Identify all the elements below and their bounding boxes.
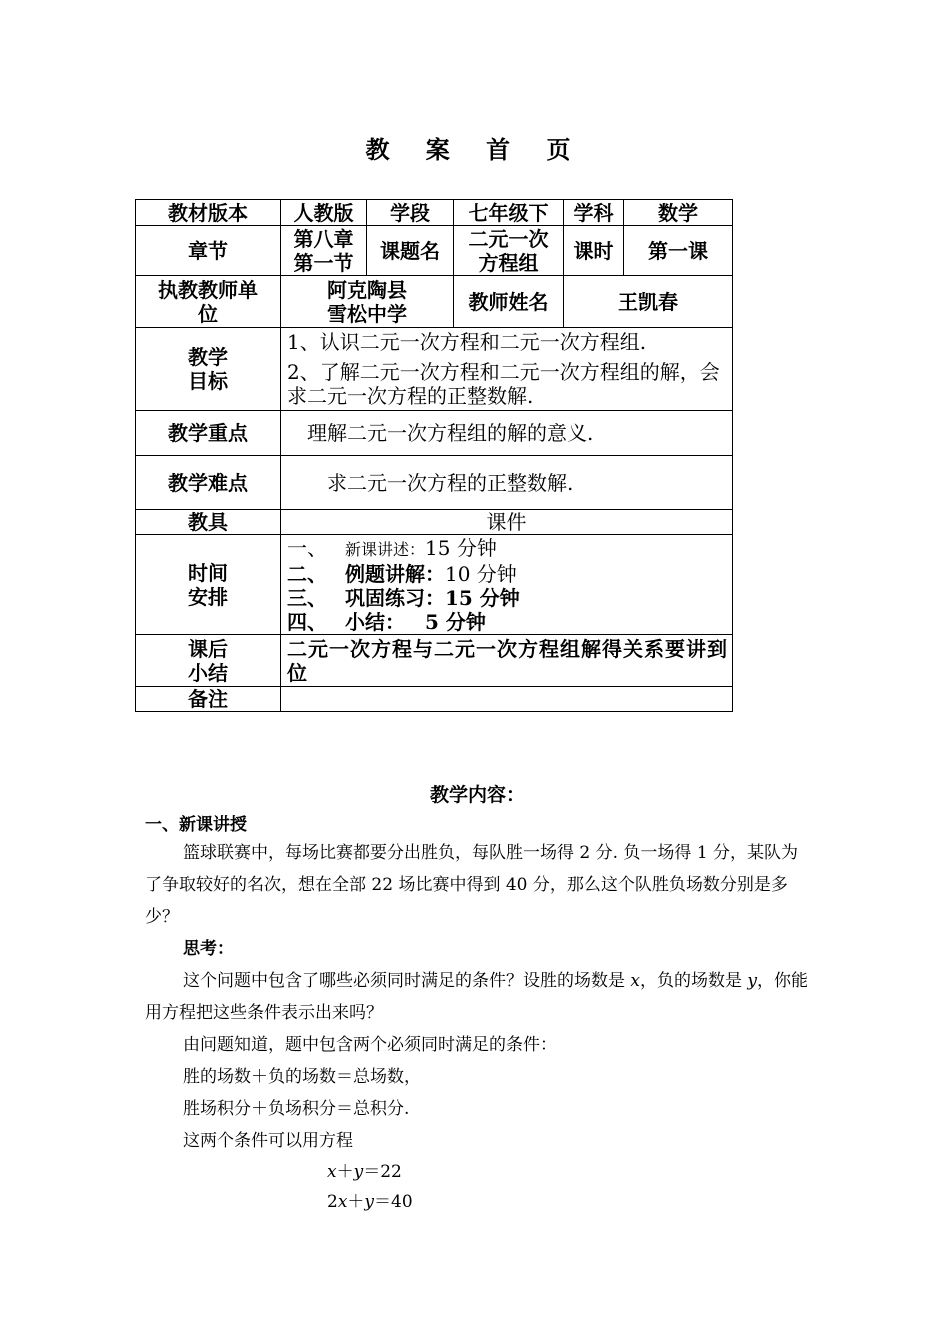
goals-text <box>281 328 733 411</box>
difficulty-label: 教学难点 <box>136 456 281 510</box>
goal-item: 1、认识二元一次方程和二元一次方程组. <box>287 330 647 354</box>
table-row <box>136 328 733 411</box>
schedule-label <box>136 535 281 635</box>
table-row <box>136 411 733 456</box>
paragraph: 胜的场数＋负的场数＝总场数， <box>183 1067 421 1087</box>
problem-text: 篮球联赛中，每场比赛都要分出胜负，每队胜一场得 2 分. 负一场得 1 分，某队为了争取较好的名次，想在全部 22 场比赛中得到 40 分，那么这个队胜负场数分别是多少？ <box>145 843 799 927</box>
key-point-label: 教学重点 <box>136 411 281 456</box>
notes-label: 备注 <box>136 687 281 712</box>
period-label: 课时 <box>564 226 624 276</box>
chapter-label: 章节 <box>136 226 281 276</box>
label-line: 执教教师单 <box>158 277 258 302</box>
teaching-content <box>145 780 810 1217</box>
content-heading: 教学内容： <box>429 784 525 806</box>
goals-label <box>136 328 281 411</box>
section-heading: 一、新课讲授 <box>145 815 247 835</box>
schedule-list <box>281 535 733 635</box>
stage-label: 学段 <box>367 200 454 226</box>
label-line: 时间 <box>188 560 228 585</box>
stage-value: 七年级下 <box>454 200 564 226</box>
teacher-unit-label <box>136 276 281 328</box>
unit-line: 阿克陶县 <box>327 277 407 302</box>
schedule-item: 二、 例题讲解：10 分钟 <box>287 561 517 586</box>
topic-label: 课题名 <box>367 226 454 276</box>
label-line: 目标 <box>188 369 228 393</box>
tools-value: 课件 <box>281 510 733 535</box>
paragraph: 胜场积分＋负场积分＝总积分. <box>183 1099 410 1119</box>
page-title: 教 案 首 页 <box>365 135 585 164</box>
table-row <box>136 535 733 635</box>
subject-label: 学科 <box>564 200 624 226</box>
label-line: 小结 <box>188 660 228 685</box>
schedule-item: 四、 小结： 5 分钟 <box>287 609 486 634</box>
schedule-item: 三、 巩固练习：15 分钟 <box>287 585 520 610</box>
label-line: 位 <box>198 301 218 326</box>
lesson-plan-table <box>135 199 733 712</box>
table-row <box>136 276 733 328</box>
topic-line: 二元一次 <box>468 226 549 251</box>
unit-line: 雪松中学 <box>327 301 407 326</box>
table-row <box>136 687 733 712</box>
teacher-unit-value <box>281 276 454 328</box>
paragraph: 这两个条件可以用方程 <box>183 1131 353 1151</box>
equation: 2x＋y＝40 <box>327 1192 413 1212</box>
teacher-name-label: 教师姓名 <box>454 276 564 328</box>
think-label: 思考： <box>183 939 234 959</box>
equation: x＋y＝22 <box>327 1162 402 1182</box>
topic-value <box>454 226 564 276</box>
topic-line: 方程组 <box>478 250 539 275</box>
table-row <box>136 635 733 687</box>
table-row <box>136 510 733 535</box>
period-value: 第一课 <box>624 226 733 276</box>
section-line: 第一节 <box>293 250 354 275</box>
paragraph: 由问题知道，题中包含两个必须同时满足的条件： <box>183 1035 557 1055</box>
table-row <box>136 456 733 510</box>
schedule-item: 一、 新课讲述：15 分钟 <box>287 535 497 560</box>
label-line: 教学 <box>188 345 228 369</box>
difficulty-text: 求二元一次方程的正整数解. <box>281 456 733 510</box>
table-row <box>136 226 733 276</box>
summary-text: 二元一次方程与二元一次方程组解得关系要讲到位 <box>281 635 733 687</box>
summary-label <box>136 635 281 687</box>
table-row <box>136 200 733 226</box>
goal-item: 2、了解二元一次方程和二元一次方程组的解，会求二元一次方程的正整数解. <box>287 360 720 408</box>
tools-label: 教具 <box>136 510 281 535</box>
teacher-name-value: 王凯春 <box>564 276 733 328</box>
key-point-text: 理解二元一次方程组的解的意义. <box>281 411 733 456</box>
label-line: 课后 <box>188 636 228 661</box>
chapter-value <box>281 226 367 276</box>
notes-value <box>281 687 733 712</box>
label-line: 安排 <box>188 584 228 609</box>
subject-value: 数学 <box>624 200 733 226</box>
edition-value: 人教版 <box>281 200 367 226</box>
chapter-line: 第八章 <box>293 226 354 251</box>
edition-label: 教材版本 <box>136 200 281 226</box>
think-text: 这个问题中包含了哪些必须同时满足的条件？设胜的场数是 x，负的场数是 y，你能用方程把这些条件表示出来吗？ <box>145 971 809 1023</box>
